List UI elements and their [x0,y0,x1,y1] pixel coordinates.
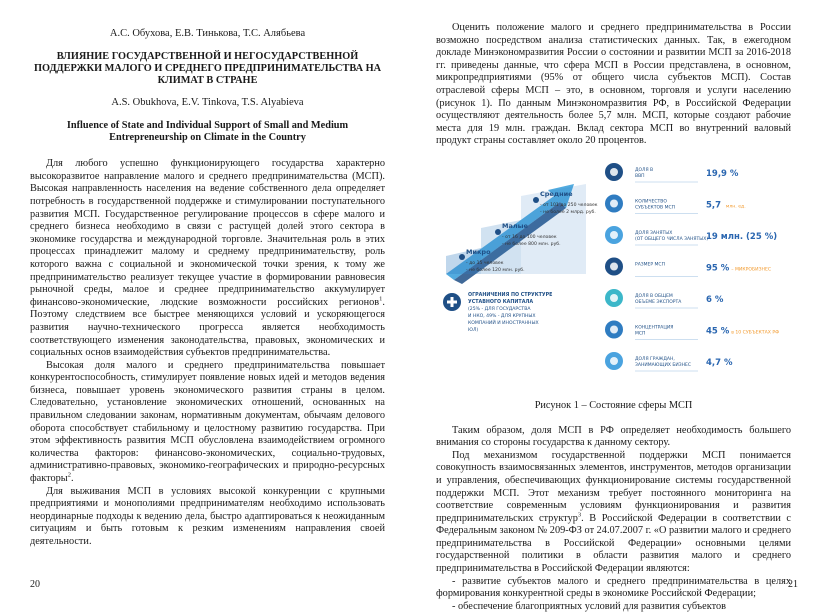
paragraph-high-share-text: Высокая доля малого и среднего предпринимательства повышает конкурентоспособность, стимулирует появление новых идей и методов ведения бизнеса, повышает уровень экономического развития страны в целом. Следовательно, установление экономических отношений, основанных на правильном следовании законам, нормативным документам, обычаям делового оборота способствует стабильному и целостному развитию государства. При этом эффективность развития МСП обусловлена взаимодействием огромного количества факторов: финансово-экономических, социально-трудовых, административно-правовых, экономико-географических и природно-ресурсных факторы [30,359,385,485]
infographic [436,156,791,396]
authors-english: A.S. Obukhova, E.V. Tinkova, T.S. Alyabieva [111,97,304,109]
stat-label: ДОЛЯ ЗАНЯТЫХ [635,230,673,236]
title-russian: ВЛИЯНИЕ ГОСУДАРСТВЕННОЙ И НЕГОСУДАРСТВЕННОЙ ПОДДЕРЖКИ МАЛОГО И СРЕДНЕГО ПРЕДПРИНИМАТЕЛЬСТВА НА КЛИМАТ В СТРАНЕ [33,50,382,86]
stat-label-line-2: ВВП [635,173,645,179]
micro-title: Микро [466,247,491,256]
footnote-ref-1[interactable]: 1 [379,295,383,303]
stat-row [605,257,771,276]
list-item-conditions: - обеспечение благоприятных условий для развития субъектов [452,600,726,612]
authors-russian: А.С. Обухова, Е.В. Тинькова, Т.С. Алябьева [109,28,306,39]
medium-line-1: - от 101 до 250 человек [540,202,598,208]
paragraph-mechanism-text: Под механизмом государственной поддержки МСП понимается совокупность взаимосвязанных элементов, инструментов, методов организации и управления, обеспечивающих функционирование системы государственной поддержки МСП. Этот механизм требует постоянного мониторинга на соответствие современным условиям функционирования и развития предпринимательских структур [436,449,791,524]
stat-icon-glyph [610,357,618,365]
stat-icon-glyph [610,262,618,270]
paragraph-intro-text: Для любого успешно функционирующего государства характерно высокоразвитое направление малого и среднего предпринимательства (МСП). Высокая направленность населения на ведение собственного дела определяет потребность в государственной поддержке и стимулировании поступательного развития МСП. Государственное регулирование процессов в сфере малого и среднего бизнеса необходимо в связи с растущей долей этого сектора в экономике государства и международной торговле. Значительная роль в этих процессах принадлежит малому и среднему предпринимательству, роль которого важна с социальной и экономической точки зрения, к тому же предпринимательство реализует текущее участие в формировании равновесия рыночной среды, малое и среднее предпринимательство аккумулирует финансово-экономические, людские возможности российских регионов [30,158,385,308]
stat-row [605,352,733,371]
paragraph-mechanism-tail: . В Российской Федерации в соответствии с Федеральным законом № 209-ФЗ от 24.07.2007 г. «О развитии малого и среднего предпринимательства в Российской Федерации» основными целями государственной политики в области развития малого и среднего предпринимательства в Российской Федерации являются: [436,512,791,575]
paragraph-high-share-tail: . [70,473,74,485]
restriction-line-1: ОГРАНИЧЕНИЯ ПО СТРУКТУРЕ [468,292,553,298]
stat-label: КОЛИЧЕСТВО [635,199,667,205]
medium-line-2: - не более 2 млрд. руб. [540,209,596,215]
stat-value: 4,7 % [706,357,733,368]
right-column [436,22,791,613]
stat-row [605,289,724,308]
stat-label-line-2: СУБЪЕКТОВ МСП [635,205,675,211]
stat-icon-glyph [610,231,618,239]
paragraph-conclusion: Таким образом, доля МСП в РФ определяет необходимость большего внимания со стороны государства к данному сектору. [436,424,791,449]
stat-value: 5,7 [706,200,722,211]
restriction-line-3: (25% - ДЛЯ ГОСУДАРСТВА [468,306,531,312]
small-line-1: - от 16 до 100 человек [502,234,557,240]
micro-line-2: - не более 120 млн. руб. [466,267,525,273]
paragraph-mechanism [436,450,791,576]
stat-row [605,163,739,182]
micro-line-1: - до 15 человек [466,260,504,266]
stat-value: 19 млн. (25 %) [706,231,778,242]
title-english: Influence of State and Individual Support of Small and Medium Entrepreneurship on Climate in the Country [66,119,349,143]
figure-sme-state [436,156,791,396]
stat-label: ДОЛЯ ГРАЖДАН, [635,356,675,362]
stat-label-line-2: ОБЪЕМЕ ЭКСПОРТА [635,299,682,305]
micro-dot [459,254,465,260]
stat-label: КОНЦЕНТРАЦИЯ [635,325,674,331]
left-page [0,0,410,609]
stat-row [605,226,777,245]
stat-label: ДОЛЯ В [635,167,654,173]
stat-note: млн. ед. [725,204,746,210]
stat-value: 95 % [706,263,730,274]
stat-value: 45 % [706,326,730,337]
stat-label: РАЗМЕР МСП [635,262,665,268]
restriction-line-2: УСТАВНОГО КАПИТАЛА [468,299,534,305]
stat-label-line-2: ЗАНИМАЮЩИХ БИЗНЕС [635,362,692,368]
paragraph-survival: Для выживания МСП в условиях высокой конкуренции с крупными предприятиями и монополиями предпринимателям необходимо использовать неординарные подходы к ведению дела, быстро адаптироваться к неожиданным ситуациям и быть готовым к резким изменениям направления своей деятельности. [30,485,385,548]
paragraph-high-share [30,360,385,486]
stat-row [605,194,746,213]
restriction-line-6: ЮЛ) [468,327,479,333]
stat-label-line-2: МСП [635,331,646,337]
medium-dot [533,197,539,203]
figure-caption: Рисунок 1 – Состояние сферы МСП [534,399,693,411]
stat-row [605,320,779,339]
paragraph-intro-tail: . Поэтому следствием все быстрее меняющихся условий и ускоряющегося развития научно-технического прогресса является необходимость соответствующего изменения законодательства, правовых, экономических и социальных основ взаимодействия субъектов предпринимательства. [30,296,385,359]
paragraph-intro [30,158,385,360]
restriction-line-4: И НКО, 49% - ДЛЯ КРУПНЫХ [468,313,536,319]
right-page [410,0,820,612]
left-column [30,22,385,549]
restriction-line-5: КОМПАНИЙ И ИНОСТРАННЫХ [468,320,539,326]
stat-icon-glyph [610,325,618,333]
small-title: Малые [502,221,528,230]
stat-note: – МИКРОБИЗНЕС [731,267,772,273]
paragraph-statistics: Оценить положение малого и среднего предпринимательства в России возможно посредством анализа статистических данных. Так, в ежегодном докладе Минэкономразвития России о состоянии и развитии МСП за 2016-2018 гг. приведены данные, что сфера МСП в России представлена, в основном, микропредприятиями (95% от общего числа субъектов МСП). Состав отраслевой сферы МСП – это, в основном, торговля и услуги населению (рисунок 1). По данным Минэкономразвития РФ, в Российской Федерации осуществляют деятельность более 5,7 млн. МСП, которые создают рабочие места для 19 млн. граждан. Вклад сектора МСП во внутренний валовый продукт страны составляет около 20 процентов. [436,22,791,147]
stat-label-line-2: (ОТ ОБЩЕГО ЧИСЛА ЗАНЯТЫХ) [635,236,709,242]
stats-list [605,163,779,371]
small-dot [495,229,501,235]
stat-icon-glyph [610,199,618,207]
stat-value: 6 % [706,294,724,305]
stat-label: ДОЛЯ В ОБЩЕМ [635,293,673,299]
stat-icon-glyph [610,168,618,176]
page-number-left: 20 [30,579,40,590]
small-line-2: - не более 800 млн. руб. [502,241,561,247]
stat-note: в 10 СУБЪЕКТАХ РФ [731,330,780,336]
stat-value: 19,9 % [706,168,739,179]
page-number-right: 21 [788,579,798,590]
stat-icon-glyph [610,294,618,302]
list-item-competition: - развитие субъектов малого и среднего предпринимательства в целях формирования конкурентной среды в экономике Российской Федерации; [436,575,791,600]
footnote-ref-2[interactable]: 2 [67,471,71,479]
footnote-ref-3[interactable]: 3 [577,511,582,519]
medium-title: Средние [540,189,573,198]
